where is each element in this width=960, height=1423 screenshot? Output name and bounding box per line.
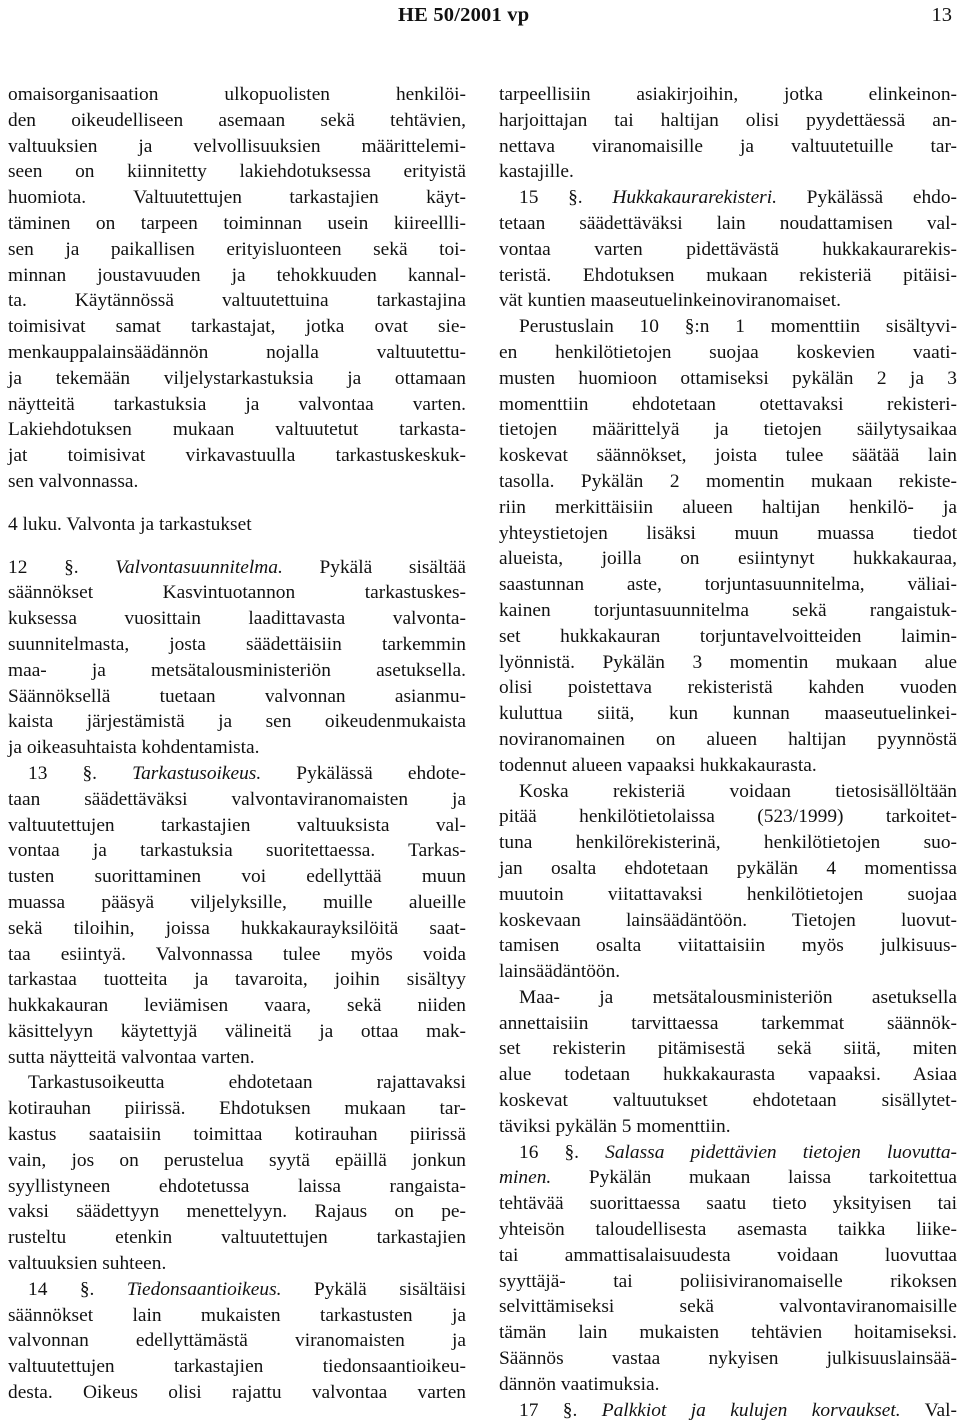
- left-text-column: [8, 82, 466, 1406]
- text-line: lainsäädäntöön.: [499, 961, 621, 983]
- text-line: set rekisterin pitämisestä sekä siitä, miten: [499, 1038, 957, 1060]
- text-line: vain, jos on perustelua syytä epäillä jonkun: [8, 1149, 466, 1171]
- text-line: tamisen osalta viitattaisiin myös julkisuus-: [499, 935, 957, 957]
- text-line: minen. Pykälän mukaan laissa tarkoitettua: [499, 1167, 957, 1189]
- text-line: ja oikeasuhtaista kohdentamista.: [8, 737, 260, 759]
- text-line: tarpeellisiin asiakirjoihin, jotka elinkeinon-: [499, 84, 957, 105]
- text-line: 4 luku. Valvonta ja tarkastukset: [8, 513, 252, 535]
- text-line: olisi poistettava rekisteristä kahden vuoden: [499, 677, 957, 699]
- text-line: hukkakauran leviämisen vaara, sekä niiden: [8, 995, 466, 1017]
- text-line: koskevat valtuutukset ehdotetaan sisällytet-: [499, 1090, 957, 1112]
- text-line: harjoittajan tai haltijan olisi pyydettäessä an-: [499, 109, 957, 131]
- text-line: momenttiin ehdotetaan otettavaksi rekisteri-: [499, 393, 957, 415]
- text-line: taan säädettäväksi valvontaviranomaisten ja: [8, 788, 466, 810]
- text-line: sekä tiloihin, joissa hukkakaurayksilöitä saat-: [8, 917, 466, 939]
- text-line: saastunnan aste, torjuntasuunnitelma, väliai-: [499, 574, 957, 596]
- text-line: alue todetaan hukkakaurasta vapaaksi. Asiaa: [499, 1064, 957, 1086]
- text-line: tietojen määrittelyä ja tietojen säilytysaikaa: [499, 419, 957, 441]
- text-line: Säännös vastaa nykyisen julkisuuslainsää-: [499, 1348, 957, 1370]
- text-line: käsittelyyn käytettyjä välineitä ja ottaa mak-: [8, 1020, 466, 1042]
- text-line: todennut alueen vapaaksi hukkakaurasta.: [499, 754, 817, 776]
- text-line: seen on kiinnitetty lakiehdotuksessa erityistä: [8, 161, 466, 183]
- text-line: menkauppalainsäädännön nojalla valtuutettu-: [8, 341, 466, 363]
- text-line: tusten suorittaminen voi edellyttää muun: [8, 866, 466, 888]
- text-line: ja tekemään viljelystarkastuksia ja ottamaan: [8, 367, 466, 389]
- text-line: vaksi säädettyyn menettelyyn. Rajaus on pe-: [8, 1201, 466, 1223]
- text-line: 14 §. Tiedonsaantioikeus. Pykälä sisältäisi: [28, 1278, 466, 1300]
- text-line: 16 §. Salassa pidettävien tietojen luovutta-: [519, 1141, 957, 1163]
- text-line: toimisivat samat tarkastajat, jotka ovat sie-: [8, 316, 466, 338]
- right-text-column: [499, 82, 957, 1423]
- text-line: selvittämiseksi sekä valvontaviranomaisille: [499, 1296, 957, 1318]
- text-line: jan osalta ehdotetaan pykälän 4 momentissa: [499, 857, 957, 879]
- text-line: vontaa varten pidettävästä hukkakaurarekis-: [499, 238, 957, 260]
- text-line: maa- ja metsätalousministeriön asetuksella.: [8, 659, 466, 681]
- text-line: tasolla. Pykälän 2 momentin mukaan rekiste-: [499, 470, 957, 492]
- text-line: sutta näytteitä valvontaa varten.: [8, 1046, 255, 1068]
- text-line: 12 §. Valvontasuunnitelma. Pykälä sisältää: [8, 556, 466, 578]
- text-line: jat toimisivat virkavastuulla tarkastuskeskuk-: [8, 445, 466, 467]
- text-line: kuluttua siitä, kun kunnan maaseutuelinkei-: [499, 703, 957, 725]
- text-line: teristä. Ehdotuksen mukaan rekisteriä pitäisi-: [499, 264, 957, 286]
- text-line: 17 §. Palkkiot ja kulujen korvaukset. Val-: [519, 1399, 957, 1421]
- text-line: kainen torjuntasuunnitelma sekä rangaistuk-: [499, 599, 957, 621]
- text-line: Lakiehdotuksen mukaan valtuutetut tarkasta-: [8, 419, 466, 441]
- text-line: huomiota. Valtuutettujen tarkastajien käyt-: [8, 187, 466, 209]
- text-line: Tarkastusoikeutta ehdotetaan rajattavaksi: [28, 1072, 466, 1094]
- text-line: säännökset lain mukaisten tarkastusten ja: [8, 1304, 466, 1326]
- text-line: koskevaan lainsäädäntöön. Tietojen luovut-: [499, 909, 957, 931]
- text-line: lyönnistä. Pykälän 3 momentin mukaan alue: [499, 651, 957, 673]
- text-line: tetaan säädettäväksi lain noudattamisen val-: [499, 212, 957, 234]
- text-line: valtuutettujen tarkastajien valtuuksista val-: [8, 814, 466, 836]
- text-line: suunnitelmasta, josta säädettäisiin tarkemmin: [8, 633, 466, 655]
- text-line: annettaisiin tarvittaessa tarkemmat säännök-: [499, 1012, 957, 1034]
- page-number: 13: [931, 4, 952, 26]
- text-line: Perustuslain 10 §:n 1 momenttiin sisältyvi-: [519, 316, 957, 338]
- text-line: noviranomainen on alueen haltijan pyynnöstä: [499, 728, 957, 750]
- text-line: kuksessa vuosittain laadittavasta valvonta-: [8, 608, 466, 630]
- text-line: yhteystietojen lisäksi muun muassa tiedot: [499, 522, 957, 544]
- text-line: sen valvonnassa.: [8, 470, 139, 492]
- text-line: syyllistyneen ehdotetussa laissa rangaista-: [8, 1175, 466, 1197]
- text-line: rusteltu etenkin valtuutettujen tarkastajien: [8, 1227, 466, 1249]
- page-header: [0, 0, 960, 40]
- text-line: vontaa ja tarkastuksia suoritettaessa. Tarkas-: [8, 840, 466, 862]
- text-line: kotirauhan piirissä. Ehdotuksen mukaan tar-: [8, 1098, 466, 1120]
- text-line: den oikeudelliseen asemaan sekä tehtävien,: [8, 109, 466, 131]
- text-line: täviksi pykälän 5 momenttiin.: [499, 1115, 731, 1137]
- text-line: valtuuksien suhteen.: [8, 1253, 167, 1275]
- text-line: muassa pääsyä viljelyksille, muille alueille: [8, 891, 466, 913]
- text-line: Säännöksellä tuetaan valvonnan asianmu-: [8, 685, 466, 707]
- text-line: minnan joustavuuden ja tehokkuuden kannal-: [8, 264, 466, 286]
- text-line: tehtävää suorittaessa saatu tieto yksityisen tai: [499, 1193, 957, 1215]
- text-line: set hukkakauran torjuntavelvoitteiden laimin-: [499, 625, 957, 647]
- text-line: valtuutettujen tarkastajien tiedonsaantioikeu-: [8, 1356, 466, 1378]
- text-line: tai ammattisalaisuudesta voidaan luovuttaa: [499, 1244, 957, 1266]
- text-line: 13 §. Tarkastusoikeus. Pykälässä ehdote-: [28, 762, 466, 784]
- text-line: omaisorganisaation ulkopuolisten henkilöi-: [8, 84, 466, 105]
- text-line: tarkastaa tuotteita ja tavaroita, joihin sisältyy: [8, 969, 466, 991]
- text-line: valtuuksien ja velvollisuuksien määrittelemi-: [8, 135, 466, 157]
- text-line: dännön vaatimuksia.: [499, 1373, 660, 1395]
- text-line: koskevat säännökset, joista tulee säätää lain: [499, 445, 957, 467]
- text-line: kastus saataisiin toimittaa kotirauhan piirissä: [8, 1124, 466, 1146]
- text-line: Maa- ja metsätalousministeriön asetuksella: [519, 986, 957, 1008]
- text-line: yhteisön taloudellisesta asemasta taikka liike-: [499, 1219, 957, 1241]
- text-line: näytteitä tarkastuksia ja valvontaa varten.: [8, 393, 466, 415]
- text-line: pitää henkilötietolaissa (523/1999) tarkoitet-: [499, 806, 957, 828]
- text-line: vät kuntien maaseutuelinkeinoviranomaiset.: [499, 290, 841, 312]
- text-line: en henkilötietojen suojaa koskevien vaati-: [499, 341, 957, 363]
- text-line: nettava viranomaisille ja valtuutetuille tar-: [499, 135, 957, 157]
- text-line: täminen on tarpeen toiminnan usein kiireellli-: [8, 212, 466, 234]
- text-line: säännökset Kasvintuotannon tarkastuskes-: [8, 582, 466, 604]
- text-line: valvonnan edellyttämästä viranomaisten ja: [8, 1330, 466, 1352]
- text-line: syyttäjä- tai poliisiviranomaiselle rikoksen: [499, 1270, 957, 1292]
- text-line: tämän lain mukaisten tehtävien hoitamiseksi.: [499, 1322, 957, 1344]
- text-line: riin merkittäisiin alueen haltijan henkilö- ja: [499, 496, 957, 518]
- text-line: kastajille.: [499, 161, 574, 183]
- text-line: desta. Oikeus olisi rajattu valvontaa varten: [8, 1382, 466, 1404]
- text-line: kaista järjestämistä ja sen oikeudenmukaista: [8, 711, 466, 733]
- text-line: Koska rekisteriä voidaan tietosisällöltään: [519, 780, 957, 802]
- text-line: musten huomioon ottamiseksi pykälän 2 ja 3: [499, 367, 957, 389]
- text-line: muutoin viitattavaksi henkilötietojen suojaa: [499, 883, 957, 905]
- text-line: 15 §. Hukkakaurarekisteri. Pykälässä ehdo-: [519, 187, 957, 209]
- text-line: tuna henkilörekisterinä, henkilötietojen suo-: [499, 832, 957, 854]
- text-line: alueista, joilla on esiintynyt hukkakauraa,: [499, 548, 957, 570]
- document-id: HE 50/2001 vp: [398, 4, 530, 26]
- text-line: sen ja paikallisen erityisluonteen sekä toi-: [8, 238, 466, 260]
- text-line: ta. Käytännössä valtuutettuina tarkastajina: [8, 290, 466, 312]
- text-line: taa esiintyä. Valvonnassa tulee myös voida: [8, 943, 466, 965]
